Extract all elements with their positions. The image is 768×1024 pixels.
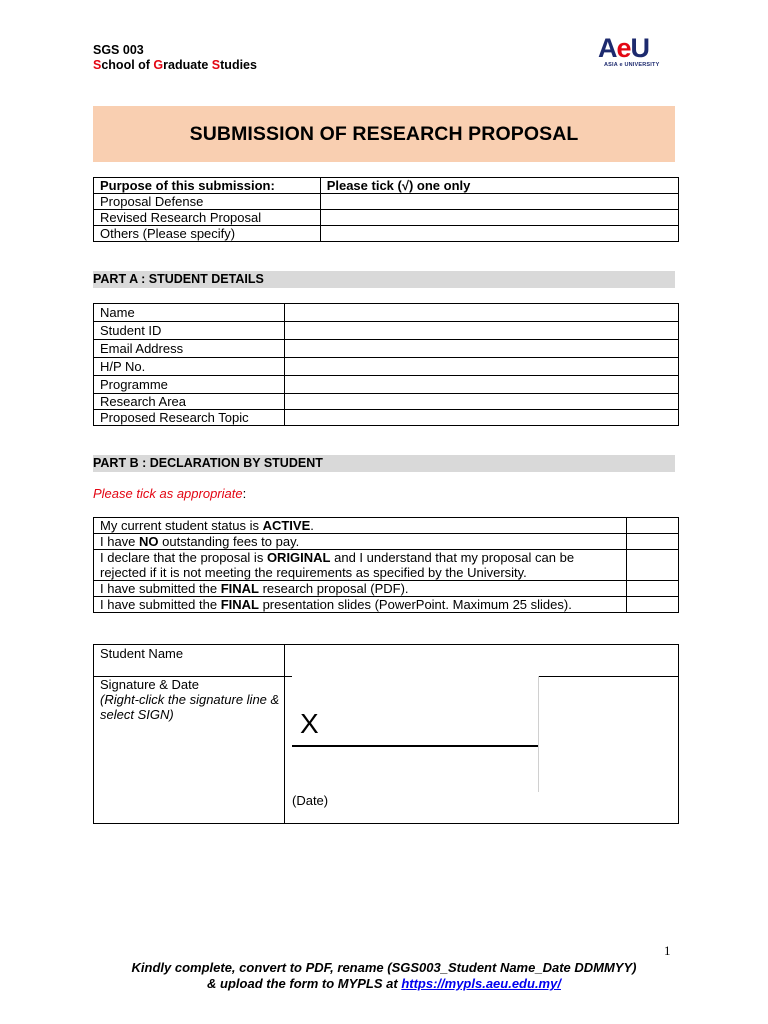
page-number: 1 — [664, 943, 671, 958]
purpose-tick-cell[interactable] — [320, 226, 678, 242]
purpose-header-label: Purpose of this submission: — [94, 178, 321, 194]
declaration-table — [93, 517, 679, 613]
school-initial-g: G — [153, 58, 164, 72]
table-row — [94, 581, 679, 597]
signature-date-label: Signature & Date (Right-click the signature line & select SIGN) — [100, 677, 280, 722]
table-row — [94, 550, 679, 581]
table-row — [94, 518, 679, 534]
table-row — [94, 194, 679, 210]
detail-value-field[interactable] — [284, 394, 678, 410]
purpose-option-label: Proposal Defense — [94, 194, 321, 210]
declaration-tick-cell[interactable] — [627, 534, 679, 550]
declaration-tick-cell[interactable] — [627, 550, 679, 581]
detail-value-field[interactable] — [284, 340, 678, 358]
detail-value-field[interactable] — [284, 322, 678, 340]
table-row — [94, 210, 679, 226]
detail-value-field[interactable] — [284, 358, 678, 376]
aeu-logo — [598, 34, 678, 74]
school-word-1: chool of — [101, 58, 154, 72]
footer-line-1: Kindly complete, convert to PDF, rename (SGS003_Student Name_Date DDMMYY) — [131, 960, 637, 975]
declaration-text: My current student status is ACTIVE. — [94, 518, 627, 534]
mypls-link[interactable]: https://mypls.aeu.edu.my/ — [401, 976, 561, 991]
school-name — [93, 58, 257, 73]
footer-line-2: & upload the form to MYPLS at https://mypls.aeu.edu.my/ — [207, 976, 561, 991]
divider — [538, 676, 679, 677]
date-label: (Date) — [292, 793, 329, 808]
purpose-option-label: Revised Research Proposal — [94, 210, 321, 226]
divider — [284, 645, 285, 823]
declaration-tick-cell[interactable] — [627, 518, 679, 534]
detail-label: Name — [94, 304, 285, 322]
detail-label: Student ID — [94, 322, 285, 340]
declaration-text: I declare that the proposal is ORIGINAL and I understand that my proposal can be rejected if it is not meeting the requirements as specified by the University. — [94, 550, 627, 581]
declaration-tick-cell[interactable] — [627, 581, 679, 597]
detail-value-field[interactable] — [284, 410, 678, 426]
signature-x-mark: X — [300, 708, 319, 739]
part-a-heading: PART A : STUDENT DETAILS — [93, 271, 675, 288]
table-row — [94, 534, 679, 550]
detail-label: H/P No. — [94, 358, 285, 376]
title-banner — [93, 106, 675, 162]
school-initial-s: S — [93, 58, 102, 72]
purpose-header-row — [94, 178, 679, 194]
part-b-heading: PART B : DECLARATION BY STUDENT — [93, 455, 675, 472]
detail-label: Email Address — [94, 340, 285, 358]
declaration-text: I have submitted the FINAL research proposal (PDF). — [94, 581, 627, 597]
table-row — [94, 322, 679, 340]
detail-label: Proposed Research Topic — [94, 410, 285, 426]
tick-instruction: Please tick as appropriate: — [93, 486, 247, 501]
table-row — [94, 340, 679, 358]
divider — [538, 676, 539, 792]
table-row — [94, 304, 679, 322]
declaration-tick-cell[interactable] — [627, 597, 679, 613]
table-row — [94, 394, 679, 410]
form-title: SUBMISSION OF RESEARCH PROPOSAL — [189, 123, 579, 145]
footer-instructions — [0, 960, 768, 992]
student-details-table — [93, 303, 679, 426]
purpose-option-label: Others (Please specify) — [94, 226, 321, 242]
student-name-label: Student Name — [100, 646, 184, 661]
signature-line[interactable] — [292, 745, 538, 747]
purpose-table — [93, 177, 679, 242]
purpose-tick-cell[interactable] — [320, 194, 678, 210]
logo-subtext: ASIA e UNIVERSITY — [604, 62, 660, 68]
school-word-2: raduate — [163, 58, 212, 72]
detail-value-field[interactable] — [284, 304, 678, 322]
table-row — [94, 226, 679, 242]
declaration-text: I have submitted the FINAL presentation slides (PowerPoint. Maximum 25 slides). — [94, 597, 627, 613]
detail-value-field[interactable] — [284, 376, 678, 394]
signature-box — [93, 644, 679, 824]
purpose-tick-cell[interactable] — [320, 210, 678, 226]
header-left — [93, 43, 257, 73]
purpose-header-instruction: Please tick (√) one only — [320, 178, 678, 194]
form-code: SGS 003 — [93, 43, 144, 57]
table-row — [94, 376, 679, 394]
table-row — [94, 358, 679, 376]
school-initial-s2: S — [211, 58, 221, 72]
table-row — [94, 597, 679, 613]
school-word-3: tudies — [220, 58, 257, 72]
signature-hint: (Right-click the signature line & select SIGN) — [100, 692, 280, 722]
table-row — [94, 410, 679, 426]
detail-label: Programme — [94, 376, 285, 394]
detail-label: Research Area — [94, 394, 285, 410]
declaration-text: I have NO outstanding fees to pay. — [94, 534, 627, 550]
logo-mark: AeU — [598, 33, 650, 63]
